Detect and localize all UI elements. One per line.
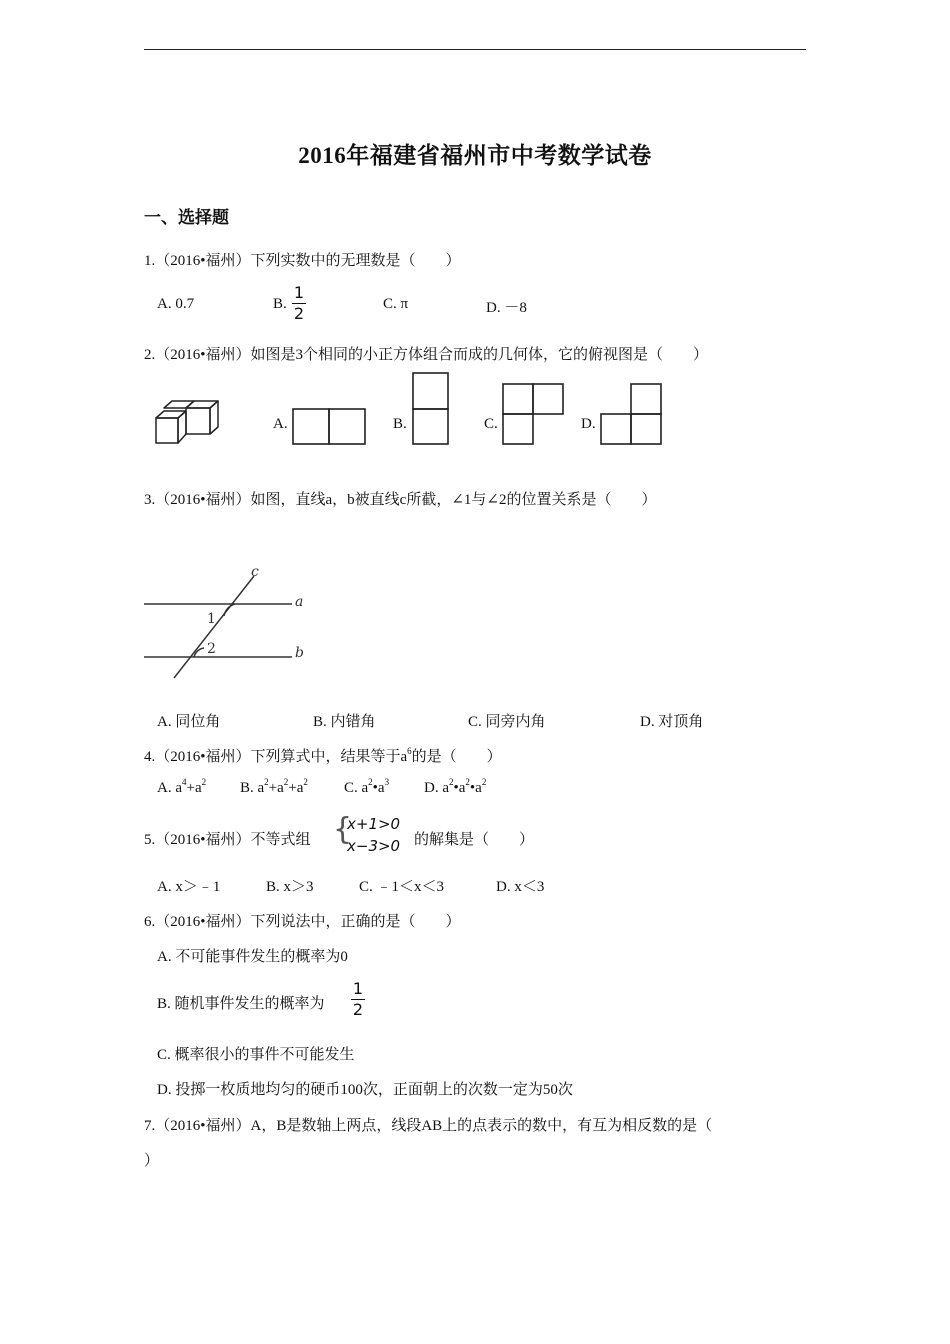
question-5-stem-pre: 5.（2016•福州）不等式组 (144, 832, 311, 848)
q2-option-b-figure (412, 372, 450, 446)
q2-option-c-label: C. (484, 416, 498, 432)
system-brace: { (333, 812, 353, 847)
question-4-stem (144, 745, 502, 766)
q3-option-d: D. 对顶角 (640, 714, 704, 730)
inequality-system (347, 813, 400, 857)
question-6-stem: 6.（2016•福州）下列说法中，正确的是（ ） (144, 914, 461, 930)
page-title: 2016年福建省福州市中考数学试卷 (298, 143, 652, 168)
q5-option-c: C. ﹣1＜x＜3 (359, 879, 445, 895)
q4-stem-exponent: 6 (407, 746, 412, 756)
q2-option-d-figure (600, 383, 663, 446)
q1-option-a: A. 0.7 (157, 296, 195, 312)
q5-option-d: D. x＜3 (496, 879, 545, 895)
fraction-numerator: 1 (293, 283, 305, 302)
q3-option-a: A. 同位角 (157, 714, 221, 730)
q6-option-a: A. 不可能事件发生的概率为0 (157, 949, 348, 965)
q6-option-d: D. 投掷一枚质地均匀的硬币100次，正面朝上的次数一定为50次 (157, 1082, 573, 1098)
q4-option-c: C. $a^2•a^3$ (344, 777, 390, 796)
fraction-denominator: 2 (293, 304, 305, 323)
q2-option-a-label: A. (273, 416, 288, 432)
q3-option-b: B. 内错角 (313, 714, 376, 730)
q1-option-b-fraction (291, 283, 307, 324)
question-7-stem-continuation: ） (144, 1153, 160, 1169)
section-heading: 一、选择题 (144, 208, 229, 227)
q4-option-d: D. $a^2•a^2•a^2$ (424, 777, 487, 796)
q6-option-c: C. 概率很小的事件不可能发生 (157, 1047, 355, 1063)
q2-option-a-figure (292, 408, 367, 446)
inequality-line-2: x−3>0 (347, 837, 401, 855)
fraction-numerator: 1 (352, 979, 364, 998)
q3-option-c: C. 同旁内角 (468, 714, 546, 730)
q4-stem-pre: 4.（2016•福州）下列算式中，结果等于a (144, 749, 408, 765)
fraction-denominator: 2 (352, 1000, 364, 1019)
angle-1-label: 1 (207, 611, 216, 627)
q1-option-b-label: B. (273, 296, 287, 312)
parallel-lines-figure (144, 562, 319, 686)
question-1-stem: 1.（2016•福州）下列实数中的无理数是（ ） (144, 253, 461, 269)
question-3-stem: 3.（2016•福州）如图，直线a，b被直线c所截，∠1与∠2的位置关系是（ ） (144, 492, 657, 508)
q5-option-a: A. x＞﹣1 (157, 879, 221, 895)
q5-option-b: B. x＞3 (266, 879, 314, 895)
q2-option-d-label: D. (581, 416, 596, 432)
question-7-stem: 7.（2016•福州）A，B是数轴上两点，线段AB上的点表示的数中，有互为相反数的是（ (144, 1118, 713, 1134)
line-b-label: b (295, 645, 304, 661)
q6-option-b-fraction (350, 979, 366, 1020)
q6-option-b: B. 随机事件发生的概率为 (157, 996, 325, 1012)
q1-option-c: C. π (383, 296, 409, 312)
q1-option-d: D. －8 (486, 300, 527, 316)
cube-solid-figure (152, 400, 224, 446)
inequality-line-1: x+1>0 (347, 815, 401, 833)
line-c-label: c (251, 564, 259, 580)
q2-option-b-label: B. (393, 416, 407, 432)
question-5-stem-post: 的解集是（ ） (414, 832, 535, 848)
q4-option-a: A. $a^4+a^2$ (157, 777, 207, 796)
q4-option-b: B. $a^2+a^2+a^2$ (240, 777, 308, 796)
q4-stem-post: 的是（ ） (411, 749, 502, 765)
q2-option-c-figure (502, 383, 566, 446)
header-rule (144, 49, 806, 50)
line-a-label: a (295, 594, 304, 610)
angle-2-label: 2 (207, 641, 216, 657)
question-2-stem: 2.（2016•福州）如图是3个相同的小正方体组合而成的几何体，它的俯视图是（ ） (144, 347, 709, 363)
